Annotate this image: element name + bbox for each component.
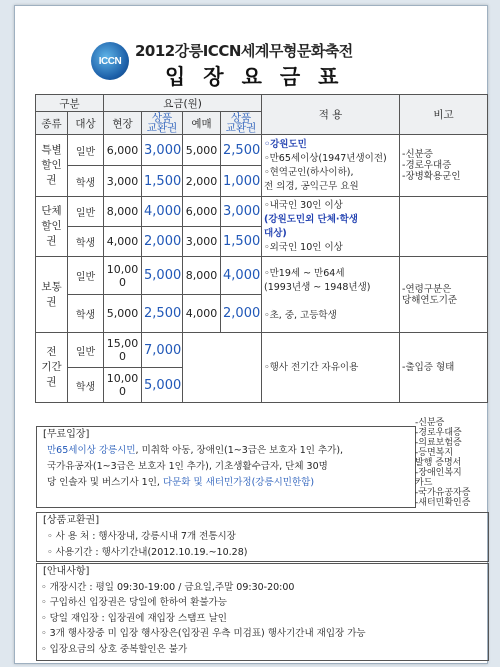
- table-row: [36, 135, 488, 166]
- free-entry-title: [무료입장]: [43, 429, 90, 440]
- table-row: [36, 257, 488, 295]
- onsite-price: 8,000: [104, 197, 142, 227]
- usage-special: ◦강원도민 ◦만65세이상(1947년생이전) ◦현역군인(하사이하), 전 의경, 공익근무 요원: [262, 135, 400, 197]
- voucher-price: 2,000: [142, 227, 183, 257]
- onsite-price: 5,000: [104, 295, 142, 333]
- voucher-price: 1,500: [142, 166, 183, 197]
- category-normal: 보통 권: [36, 257, 68, 333]
- voucher-price: 7,000: [142, 333, 183, 368]
- voucher2-price: 3,000: [221, 197, 262, 227]
- target-cell: 학생: [68, 295, 104, 333]
- onsite-price: 6,000: [104, 135, 142, 166]
- voucher-price: 5,000: [142, 368, 183, 403]
- target-cell: 학생: [68, 166, 104, 197]
- note-period: -출입증 형태: [400, 333, 488, 403]
- onsite-price: 3,000: [104, 166, 142, 197]
- page-title: 입장요금표: [165, 65, 357, 89]
- header-voucher: 상품 교환권: [142, 112, 183, 135]
- target-cell: 학생: [68, 368, 104, 403]
- table-row: [36, 333, 488, 368]
- festival-logo: ICCN: [91, 42, 129, 80]
- voucher2-price: 2,500: [221, 135, 262, 166]
- target-cell: 학생: [68, 227, 104, 257]
- festival-title: 2012강릉ICCN세계무형문화축전: [135, 42, 353, 60]
- header-onsite: 현장: [104, 112, 142, 135]
- usage-group: ◦내국인 30인 이상 (강원도민외 단체·학생 대상) ◦외국인 10인 이상: [262, 197, 400, 257]
- target-cell: 일반: [68, 257, 104, 295]
- voucher-price: 3,000: [142, 135, 183, 166]
- voucher2-price: 1,000: [221, 166, 262, 197]
- category-group: 단체 할인 권: [36, 197, 68, 257]
- header-group: 구분: [36, 95, 104, 112]
- presale-price: 8,000: [183, 257, 221, 295]
- header-usage: 적 용: [262, 95, 400, 135]
- header-type: 종류: [36, 112, 68, 135]
- table-row: [36, 197, 488, 227]
- presale-price: 6,000: [183, 197, 221, 227]
- voucher2-price: 2,000: [221, 295, 262, 333]
- onsite-price: 15,00 0: [104, 333, 142, 368]
- voucher-price: 5,000: [142, 257, 183, 295]
- price-sheet: [14, 5, 488, 664]
- voucher2-price: 1,500: [221, 227, 262, 257]
- free-entry-documents: -신분증 -경로우대증 -의료보험증 -등면복지 발행 증명서 -장애인복지 카드 -국가유공자증 -새터민확인증: [415, 418, 471, 508]
- guide-box: [안내사항] ◦ 개장시간 : 평일 09:30-19:00 / 금요일,주말 09:30-20:00 ◦ 구입하신 입장권은 당일에 한하여 환불가능 ◦ 당일 재입장 : 입장권에 재입장 스탬프 날인 ◦ 3개 행사장중 미 입장 행사장은(입장권 우측 미검표) 행사기간내 재입장 가능 ◦ 입장요금의 상호 중복할인은 불가: [36, 563, 489, 661]
- voucher-title: [상품교환권]: [43, 515, 100, 526]
- voucher-box: [상품교환권] ◦ 사 용 처 : 행사장내, 강릉시내 7개 전통시장 ◦ 사용기간 : 행사기간내(2012.10.19.~10.28): [36, 512, 489, 562]
- free-entry-box: [무료입장] 만65세이상 강릉시민, 미취학 아동, 장애인(1~3급은 보호자 1인 추가), 국가유공자(1~3급은 보호자 1인 추가), 기초생활수급자, 단체 30명 당 인솔자 및 버스기사 1인, 다문화 및 새터민가정(강릉시민한함): [36, 426, 416, 508]
- presale-price: 2,000: [183, 166, 221, 197]
- usage-normal: ◦만19세 ~ 만64세 (1993년생 ~ 1948년생) ◦초, 중, 고등학생: [262, 257, 400, 333]
- voucher-price: 4,000: [142, 197, 183, 227]
- header-target: 대상: [68, 112, 104, 135]
- header-note: 비고: [400, 95, 488, 135]
- fee-table: [35, 94, 488, 403]
- category-special: 특별 할인 권: [36, 135, 68, 197]
- presale-price: 3,000: [183, 227, 221, 257]
- voucher-price: 2,500: [142, 295, 183, 333]
- onsite-price: 4,000: [104, 227, 142, 257]
- target-cell: 일반: [68, 333, 104, 368]
- presale-price: 5,000: [183, 135, 221, 166]
- onsite-price: 10,00 0: [104, 368, 142, 403]
- presale-price: 4,000: [183, 295, 221, 333]
- onsite-price: 10,00 0: [104, 257, 142, 295]
- note-normal: -연령구분은 당해연도기준: [400, 257, 488, 333]
- target-cell: 일반: [68, 197, 104, 227]
- category-period: 전 기간 권: [36, 333, 68, 403]
- header-price: 요금(원): [104, 95, 262, 112]
- voucher2-price: 4,000: [221, 257, 262, 295]
- table-header-row: [36, 95, 488, 112]
- header-voucher2: 상품 교환권: [221, 112, 262, 135]
- note-group: [400, 197, 488, 257]
- note-special: -신분증 -경로우대증 -장병확용군인: [400, 135, 488, 197]
- usage-period: ◦행사 전기간 자유이용: [262, 333, 400, 403]
- target-cell: 일반: [68, 135, 104, 166]
- header: [15, 6, 487, 94]
- guide-title: [안내사항]: [43, 566, 90, 577]
- header-presale: 예매: [183, 112, 221, 135]
